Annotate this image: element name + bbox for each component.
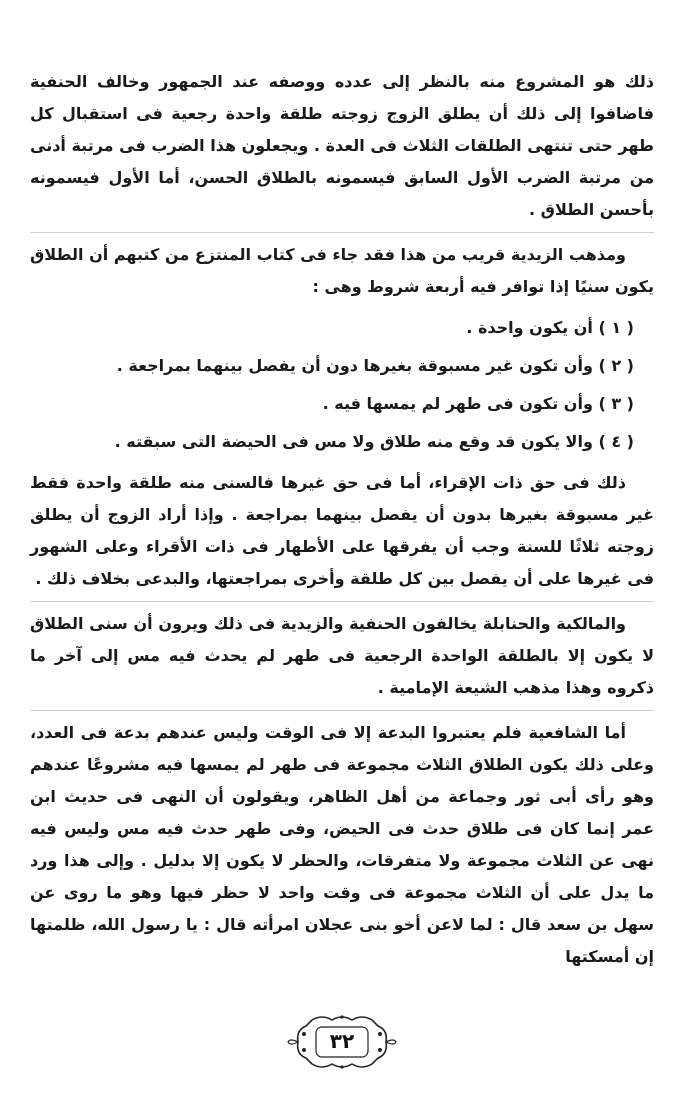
paragraph-5: أما الشافعية فلم يعتبروا البدعة إلا فى الوقت وليس عندهم بدعة فى العدد، وعلى ذلك يكون الطلاق الثلاث مجموعة فى طهر لم يمسها فيه مشروعًا عندهم وهو رأى أبى ثور وجماعة من أهل الظاهر، ويقولون أن النهى فى حديث ابن عمر إنما كان فى طلاق حدث فى الحيض، وفى طهر حدث فيه مس وليس فيه نهى عن الثلاث مجموعة ولا متفرقات، والحظر لا يكون إلا بدليل . وإلى هذا ورد ما يدل على أن الثلاث مجموعة فى وقت واحد لا حظر فيها وهو ما روى عن سهل بن سعد قال : لما لاعن أخو بنى عجلان امرأته قال : يا رسول الله، ظلمتها إن أمسكتها <box>30 723 654 966</box>
paragraph-divider <box>30 232 654 233</box>
paragraph-divider <box>30 710 654 711</box>
condition-4: ( ٤ ) والا يكون قد وقع منه طلاق ولا مس فى الحيضة التى سبقته . <box>114 432 634 451</box>
paragraph-3: ذلك فى حق ذات الإقراء، أما فى حق غيرها فالسنى منه طلقة واحدة فقط غير مسبوقة بغيرها بدون أن يفصل بينهما بمراجعة . وإذا أراد الزوج أن يطلق زوجته ثلاثًا للسنة وجب أن يفرقها على الأطهار فى ذات الأقراء وعلى الشهور فى غيرها على أن يفصل بين كل طلقة وأخرى بمراجعتها، والبدعى بخلاف ذلك . <box>30 473 654 588</box>
paragraph-1: ذلك هو المشروع منه بالنظر إلى عدده ووصفه عند الجمهور وخالف الحنفية فاضافوا إلى ذلك أن يطلق الزوج زوجته طلقة واحدة رجعية فى استقبال كل طهر حتى تنتهى الطلقات الثلاث فى العدة . ويجعلون هذا الضرب فى مرتبة أدنى من مرتبة الضرب الأول السابق فيسمونه بالطلاق الحسن، أما الأول فيسمونه بأحسن الطلاق . <box>30 72 654 219</box>
page-number-ornament <box>282 1012 402 1072</box>
condition-2: ( ٢ ) وأن تكون غير مسبوقة بغيرها دون أن يفصل بينهما بمراجعة . <box>116 356 634 375</box>
paragraph-4: والمالكية والحنابلة يخالفون الحنفية والزيدية فى ذلك ويرون أن سنى الطلاق لا يكون إلا بالطلقة الواحدة الرجعية فى طهر لم يحدث فيه مس إلى آخر ما ذكروه وهذا مذهب الشيعة الإمامية . <box>30 614 654 697</box>
paragraph-divider <box>30 601 654 602</box>
condition-1: ( ١ ) أن يكون واحدة . <box>466 318 634 337</box>
paragraph-2: ومذهب الزيدية قريب من هذا فقد جاء فى كتاب المنتزع من كتبهم أن الطلاق يكون سنيًا إذا توافر فيه أربعة شروط وهى : <box>30 245 654 296</box>
body-text <box>30 66 654 973</box>
page-number: ٣٢ <box>329 1029 355 1053</box>
condition-3: ( ٣ ) وأن تكون فى طهر لم يمسها فيه . <box>322 394 634 413</box>
